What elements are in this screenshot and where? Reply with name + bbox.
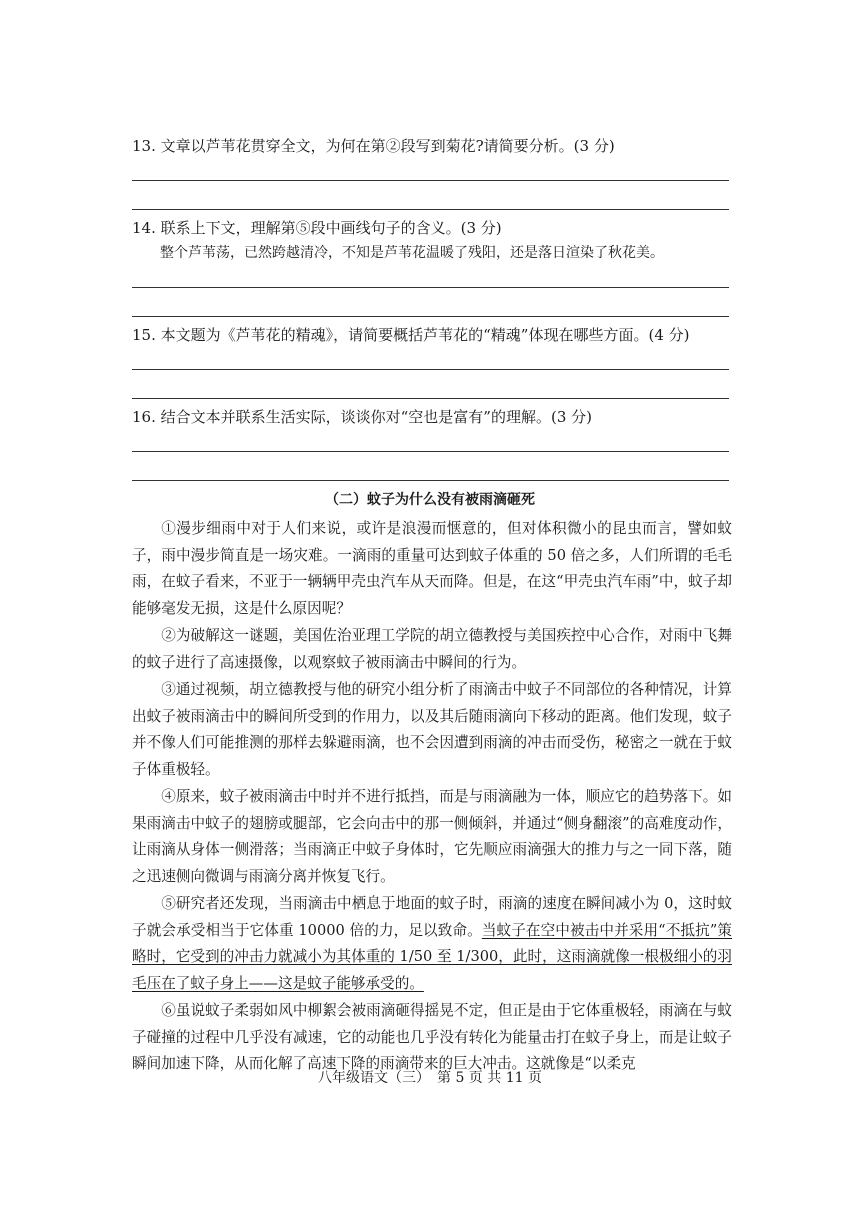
article-body xyxy=(132,516,732,1079)
answer-line xyxy=(132,451,729,452)
paragraph-6: ⑥虽说蚊子柔弱如风中柳絮会被雨滴砸得摇晃不定，但正是由于它体重极轻，雨滴在与蚊子碰撞的过程中几乎没有减速，它的动能也几乎没有转化为能量击打在蚊子身上，而是让蚊子瞬间加速下降，从而化解了高速下降的雨滴带来的巨大冲击。这就像是“以柔克 xyxy=(132,1002,732,1072)
question-14: 14. 联系上下文，理解第⑤段中画线句子的含义。(3 分) xyxy=(132,219,502,237)
page-footer: 八年级语文（三） 第 5 页 共 11 页 xyxy=(318,1070,542,1086)
answer-line xyxy=(132,480,729,481)
question-15: 15. 本文题为《芦苇花的精魂》，请简要概括芦苇花的“精魂”体现在哪些方面。(4 分) xyxy=(132,326,690,344)
section-title: （二）蚊子为什么没有被雨滴砸死 xyxy=(325,492,535,508)
paragraph-5-text: ⑤研究者还发现，当雨滴击中栖息于地面的蚊子时，雨滴的速度在瞬间减小为 0，这时蚊子就会承受相当于它体重 10000 倍的力，足以致命。 xyxy=(132,895,732,939)
paragraph-4: ④原来，蚊子被雨滴击中时并不进行抵挡，而是与雨滴融为一体，顺应它的趋势落下。如果雨滴击中蚊子的翅膀或腿部，它会向击中的那一侧倾斜，并通过“侧身翻滚”的高难度动作，让雨滴从身体一侧滑落；当雨滴正中蚊子身体时，它先顺应雨滴强大的推力与之一同下落，随之迅速侧向微调与雨滴分离并恢复飞行。 xyxy=(132,788,732,885)
answer-line xyxy=(132,180,729,181)
paragraph-3: ③通过视频，胡立德教授与他的研究小组分析了雨滴击中蚊子不同部位的各种情况，计算出蚊子被雨滴击中的瞬间所受到的作用力，以及其后随雨滴向下移动的距离。他们发现，蚊子并不像人们可能推测的那样去躲避雨滴，也不会因遭到雨滴的冲击而受伤，秘密之一就在于蚊子体重极轻。 xyxy=(132,681,732,778)
question-14-sentence: 整个芦苇荡，已然跨越清冷，不知是芦苇花温暖了残阳，还是落日渲染了秋花美。 xyxy=(160,245,664,261)
paragraph-1: ①漫步细雨中对于人们来说，或许是浪漫而惬意的，但对体积微小的昆虫而言，譬如蚊子，雨中漫步简直是一场灾难。一滴雨的重量可达到蚊子体重的 50 倍之多，人们所谓的毛毛雨，在蚊子看来，不亚于一辆辆甲壳虫汽车从天而降。但是，在这“甲壳虫汽车雨”中，蚊子却能够毫发无损，这是什么原因呢？ xyxy=(132,520,732,617)
underlined-sentence: 当蚊子在空中被击中并采用“不抵抗”策略时，它受到的冲击力就减小为其体重的 1/50 至 1/300，此时，这雨滴就像一根极细小的羽毛压在了蚊子身上——这是蚊子能够承受的。 xyxy=(132,921,732,992)
answer-line xyxy=(132,316,729,317)
answer-line xyxy=(132,287,729,288)
paragraph-5 xyxy=(132,891,732,997)
question-16: 16. 结合文本并联系生活实际，谈谈你对“空也是富有”的理解。(3 分) xyxy=(132,408,592,426)
answer-line xyxy=(132,209,729,210)
answer-line xyxy=(132,398,729,399)
question-13: 13. 文章以芦苇花贯穿全文，为何在第②段写到菊花?请简要分析。(3 分) xyxy=(132,137,615,155)
answer-line xyxy=(132,369,729,370)
paragraph-2: ②为破解这一谜题，美国佐治亚理工学院的胡立德教授与美国疾控中心合作，对雨中飞舞的蚊子进行了高速摄像，以观察蚊子被雨滴击中瞬间的行为。 xyxy=(132,627,732,671)
